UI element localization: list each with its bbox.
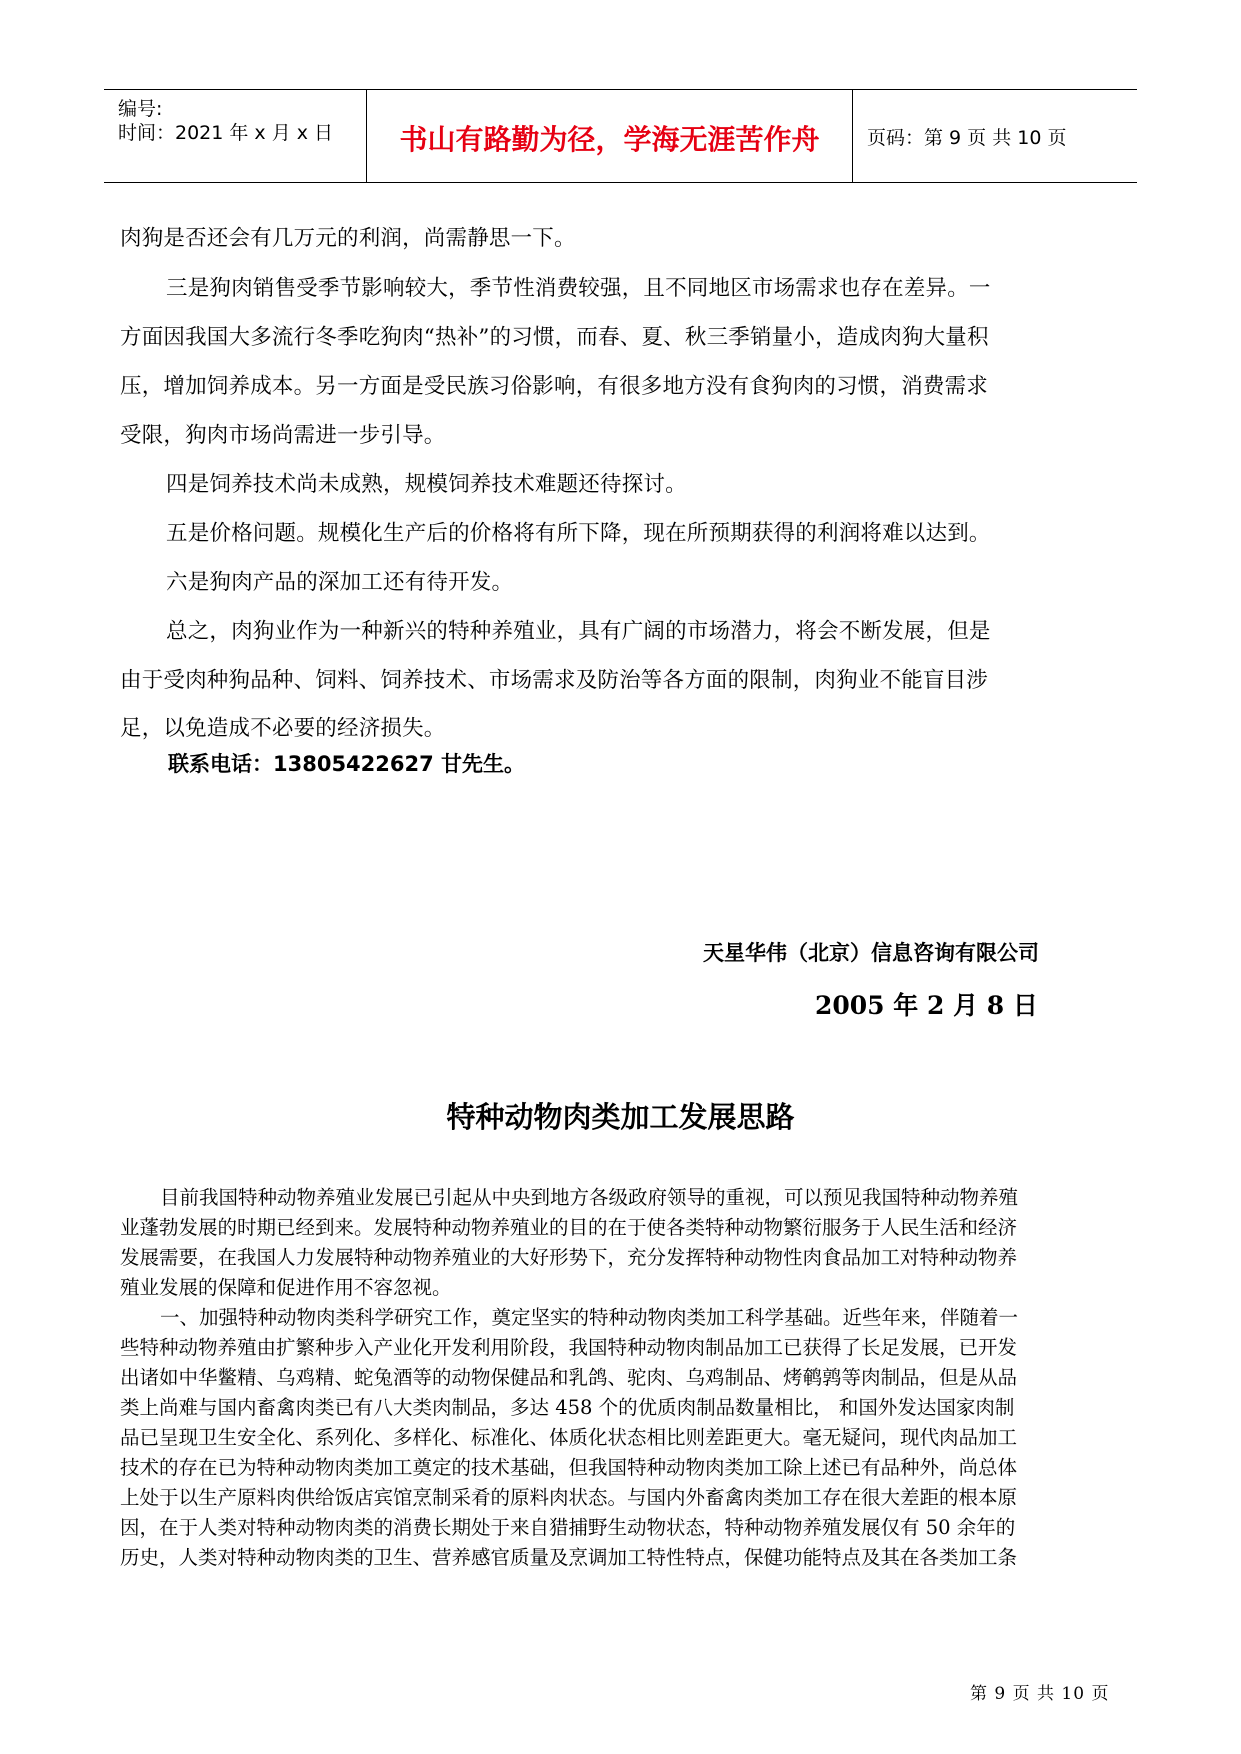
article-line: 技术的存在已为特种动物肉类加工奠定的技术基础，但我国特种动物肉类加工除上述已有品种外，尚总体 (120, 1456, 1018, 1479)
header-right-cell (853, 90, 1137, 182)
document-number-label: 编号: (118, 98, 163, 120)
page-header (104, 89, 1137, 183)
body-line: 足，以免造成不必要的经济损失。 (120, 716, 446, 741)
header-motto: 书山有路勤为径，学海无涯苦作舟 (399, 123, 820, 156)
header-page-code: 页码：第 9 页 共 10 页 (867, 127, 1067, 149)
article-line: 上处于以生产原料肉供给饭店宾馆烹制采肴的原料肉状态。与国内外畜禽肉类加工存在很大差距的根本原 (120, 1486, 1018, 1509)
page-footer: 第 9 页 共 10 页 (970, 1684, 1110, 1704)
body-line: 六是狗肉产品的深加工还有待开发。 (166, 570, 514, 595)
document-time-label: 时间：2021 年 x 月 x 日 (118, 122, 334, 144)
body-line: 四是饲养技术尚未成熟，规模饲养技术难题还待探讨。 (166, 472, 687, 497)
body-line: 压，增加饲养成本。另一方面是受民族习俗影响，有很多地方没有食狗肉的习惯，消费需求 (120, 374, 989, 399)
article-line: 殖业发展的保障和促进作用不容忽视。 (120, 1276, 452, 1299)
article-line: 历史，人类对特种动物肉类的卫生、营养感官质量及烹调加工特性特点，保健功能特点及其在各类加工条 (120, 1546, 1018, 1569)
article-line: 类上尚难与国内畜禽肉类已有八大类肉制品，多达 458 个的优质肉制品数量相比， 和国外发达国家肉制 (120, 1396, 1015, 1419)
body-line: 总之，肉狗业作为一种新兴的特种养殖业，具有广阔的市场潜力，将会不断发展，但是 (166, 619, 991, 644)
article-line: 出诸如中华鳖精、乌鸡精、蛇兔酒等的动物保健品和乳鸽、驼肉、乌鸡制品、烤鹌鹑等肉制品，但是从品 (120, 1366, 1018, 1389)
header-left-cell (104, 90, 366, 182)
article-line: 目前我国特种动物养殖业发展已引起从中央到地方各级政府领导的重视，可以预见我国特种动物养殖 (160, 1186, 1019, 1209)
article-line: 一、加强特种动物肉类科学研究工作，奠定坚实的特种动物肉类加工科学基础。近些年来，伴随着一 (160, 1306, 1019, 1329)
body-line: 肉狗是否还会有几万元的利润，尚需静思一下。 (120, 226, 576, 251)
body-line: 受限，狗肉市场尚需进一步引导。 (120, 423, 446, 448)
article-line: 因，在于人类对特种动物肉类的消费长期处于来自猎捕野生动物状态，特种动物养殖发展仅有 50 余年的 (120, 1516, 1016, 1539)
article-line: 些特种动物养殖由扩繁种步入产业化开发利用阶段，我国特种动物肉制品加工已获得了长足发展，已开发 (120, 1336, 1018, 1359)
body-line: 由于受肉种狗品种、饲料、饲养技术、市场需求及防治等各方面的限制，肉狗业不能盲目涉 (120, 668, 989, 693)
body-line: 三是狗肉销售受季节影响较大，季节性消费较强，且不同地区市场需求也存在差异。一 (166, 276, 991, 301)
body-line: 方面因我国大多流行冬季吃狗肉“热补”的习惯，而春、夏、秋三季销量小，造成肉狗大量积 (120, 325, 989, 350)
article-line: 业蓬勃发展的时期已经到来。发展特种动物养殖业的目的在于使各类特种动物繁衍服务于人民生活和经济 (120, 1216, 1018, 1239)
article-title: 特种动物肉类加工发展思路 (446, 1100, 795, 1134)
article-line: 品已呈现卫生安全化、系列化、多样化、标准化、体质化状态相比则差距更大。毫无疑问，现代肉品加工 (120, 1426, 1018, 1449)
header-motto-cell (366, 90, 853, 182)
signature-date: 2005 年 2 月 8 日 (815, 991, 1038, 1020)
company-name: 天星华伟（北京）信息咨询有限公司 (703, 941, 1039, 965)
article-line: 发展需要，在我国人力发展特种动物养殖业的大好形势下，充分发挥特种动物性肉食品加工对特种动物养 (120, 1246, 1018, 1269)
contact-line: 联系电话：13805422627 甘先生。 (168, 752, 526, 776)
body-line: 五是价格问题。规模化生产后的价格将有所下降，现在所预期获得的利润将难以达到。 (166, 521, 991, 546)
